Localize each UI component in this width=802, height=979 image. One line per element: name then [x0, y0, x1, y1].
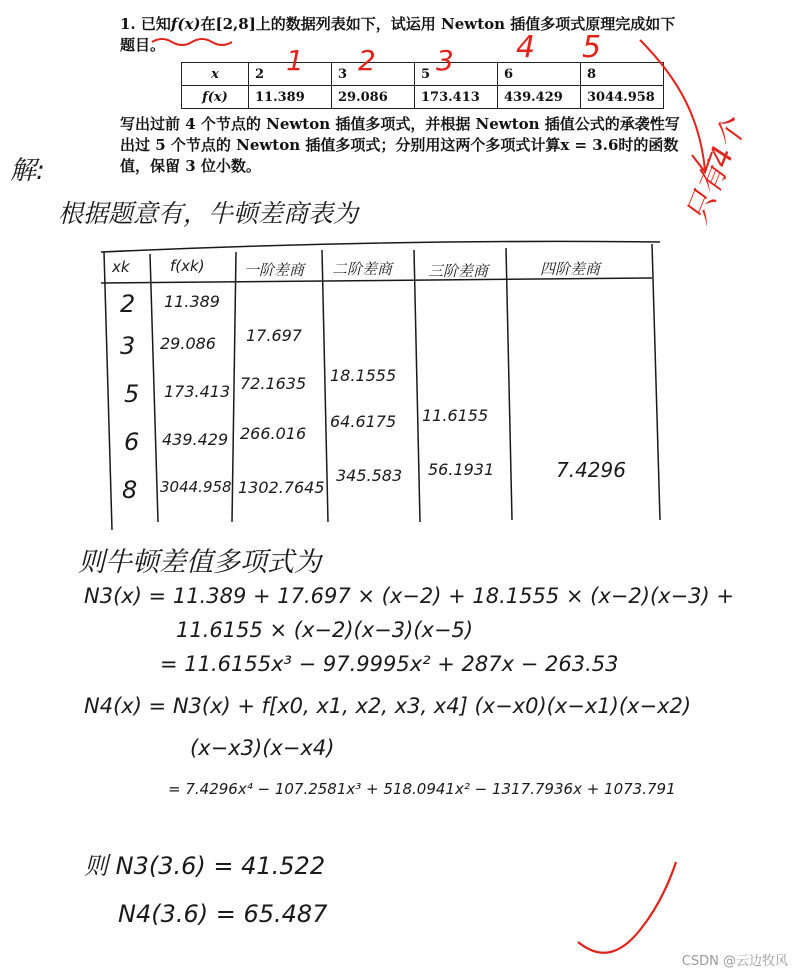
dd-right-border	[652, 244, 660, 520]
given-header-x: x	[182, 63, 249, 86]
n3-expression-line1: N3(x) = 11.389 + 17.697 × (x−2) + 18.1555 × (x−2)(x−3) +	[84, 584, 734, 608]
dd-header-2nd: 二阶差商	[332, 260, 393, 278]
solution-intro: 根据题意有，牛顿差商表为	[58, 199, 359, 228]
red-underline	[152, 39, 232, 45]
n4-expression-line1: N4(x) = N3(x) + f[x0, x1, x2, x3, x4] (x−x0)(x−x1)(x−x2)	[84, 694, 692, 718]
red-number-4: 4	[516, 30, 536, 65]
dd-col-line	[414, 250, 420, 522]
dd-header-fxk: f(xk)	[170, 257, 205, 275]
dd-header-4th: 四阶差商	[540, 260, 601, 278]
given-fx-cell: 29.086	[332, 86, 415, 109]
dd-left-border	[104, 252, 112, 530]
dd-header-xk: xk	[112, 258, 130, 276]
problem-intro-b: 在[2,8]上的数据列表如下，试运用 Newton 插值多项式原理完成如下题目。	[120, 15, 676, 54]
red-note: 只有4个	[679, 113, 753, 229]
csdn-watermark: CSDN @云边牧风	[681, 954, 788, 969]
n3-expanded: = 11.6155x³ − 97.9995x² + 287x − 263.53	[160, 652, 619, 676]
given-x-cell: 6	[498, 63, 581, 86]
red-arrow	[640, 40, 705, 170]
dd-third-order: 11.6155	[422, 406, 489, 425]
dd-top-border	[101, 241, 660, 252]
red-number-5: 5	[582, 30, 602, 65]
dd-header-3rd: 三阶差商	[428, 262, 489, 280]
problem-function: f(x)	[170, 15, 201, 33]
dd-xk: 2	[120, 290, 136, 318]
newton-poly-intro: 则牛顿差值多项式为	[78, 547, 321, 578]
dd-fxk: 173.413	[164, 382, 231, 401]
dd-third-order: 56.1931	[428, 460, 495, 479]
dd-fxk: 29.086	[160, 334, 216, 353]
dd-fxk: 3044.958	[160, 478, 232, 496]
dd-col-line	[506, 248, 512, 520]
red-number-1: 1	[286, 44, 304, 77]
task-statement: 写出过前 4 个节点的 Newton 插值多项式，并根据 Newton 插值公式的承袭性写出过 5 个节点的 Newton 插值多项式；分别用这两个多项式计算x = 3.6时的函数值，保留 3 位小数。	[120, 115, 680, 175]
given-x-cell: 8	[581, 63, 664, 86]
red-number-3: 3	[436, 44, 454, 77]
dd-fxk: 439.429	[162, 430, 229, 449]
dd-first-order: 266.016	[240, 424, 307, 443]
red-number-2: 2	[358, 44, 376, 77]
dd-xk: 5	[124, 380, 140, 408]
given-x-cell: 3	[332, 63, 415, 86]
given-fx-cell: 3044.958	[581, 86, 664, 109]
given-fx-cell: 173.413	[415, 86, 498, 109]
solution-label: 解:	[10, 156, 45, 186]
dd-xk: 3	[120, 332, 136, 360]
n4-expression-line2: (x−x3)(x−x4)	[190, 736, 335, 760]
dd-fourth-order: 7.4296	[556, 458, 626, 482]
dd-first-order: 72.1635	[240, 374, 307, 393]
dd-fxk: 11.389	[164, 292, 220, 311]
dd-first-order: 17.697	[246, 326, 302, 345]
dd-header-1st: 一阶差商	[244, 261, 305, 279]
given-x-cell: 5	[415, 63, 498, 86]
given-header-fx: f(x)	[182, 86, 249, 109]
dd-second-order: 18.1555	[330, 366, 397, 385]
n4-value: N4(3.6) = 65.487	[118, 900, 328, 928]
dd-first-order: 1302.7645	[238, 478, 325, 497]
dd-xk: 8	[122, 476, 138, 504]
given-fx-cell: 439.429	[498, 86, 581, 109]
red-checkmark	[578, 862, 676, 953]
n3-value: 则 N3(3.6) = 41.522	[84, 852, 326, 880]
n4-expanded: = 7.4296x⁴ − 107.2581x³ + 518.0941x² − 1317.7936x + 1073.791	[168, 780, 676, 798]
given-fx-cell: 11.389	[249, 86, 332, 109]
problem-intro-a: 已知	[140, 15, 171, 33]
dd-xk: 6	[124, 428, 140, 456]
dd-col-line	[150, 254, 158, 522]
dd-col-line	[232, 252, 236, 522]
problem-number: 1.	[120, 15, 136, 33]
dd-second-order: 64.6175	[330, 412, 397, 431]
dd-second-order: 345.583	[336, 466, 403, 485]
given-x-cell: 2	[249, 63, 332, 86]
n3-expression-line2: 11.6155 × (x−2)(x−3)(x−5)	[176, 618, 474, 642]
